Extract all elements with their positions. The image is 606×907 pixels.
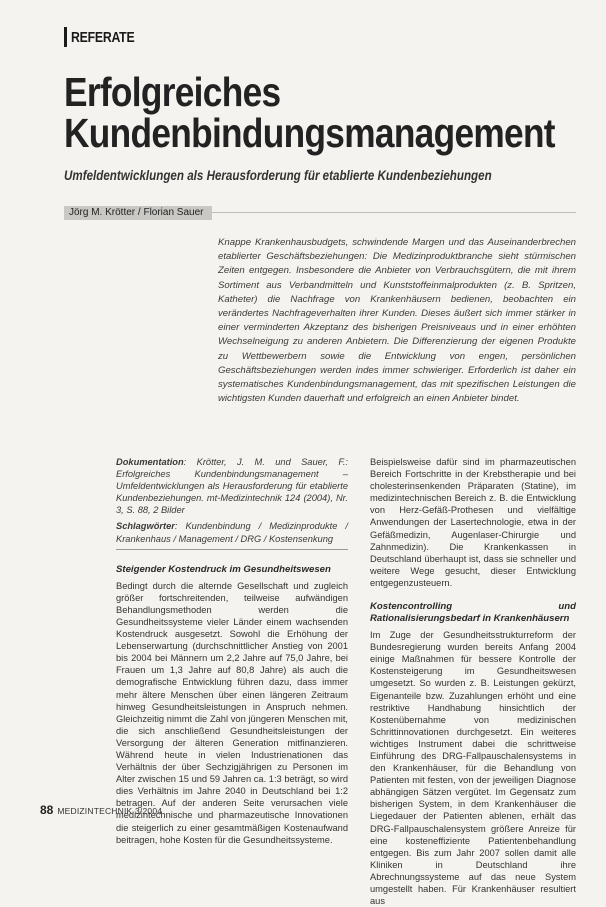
title-line-1: Erfolgreiches [64,69,281,115]
keywords [116,520,348,544]
section-heading-1: Steigender Kostendruck im Gesundheitswesen [116,563,331,575]
section-label: REFERATE [71,28,135,46]
keywords-text: : Kundenbindung / Medizinprodukte / Krankenhaus / Management / DRG / Kostensenkung [116,521,348,544]
right-column [370,456,576,907]
article-subtitle: Umfeldentwicklungen als Herausforderung für etablierte Kundenbeziehungen [64,168,492,183]
body-paragraph-3: Im Zuge der Gesundheitsstrukturreform der Bundesregierung wurden bereits Anfang 2004 einige Maßnahmen für bessere Kontrolle der Kostensteigerung im Gesundheitswesen umgesetzt. So wurden z. B. Leistungen gekürzt, Eigenanteile bzw. Zuzahlungen erhöht und eine restriktive Handhabung hinsichtlich der Kostenübernahme von medizinischen Schrittinnovationen durchgesetzt. Ein weiteres wichtiges Instrument dabei die schrittweise Einführung des DRG-Fallpauschalensystems in den Krankenhäuser, für die Behandlung von Patienten mit festen, von der jeweiligen Diagnose abhängigen Sätzen vergütet. Im Gegensatz zum bisherigen System, in dem Krankenhäuser die Liegedauer der Patienten ablenen, erhält das DRG-Fallpauschalensystem größere Anreize für eine kosteneffiziente Patientenbehandlung entgegen. Bis zum Jahr 2007 sollen damit alle Kliniken in Deutschland ihre Abrechnungssysteme auf das neue System umgestellt haben. Für Krankenhäuser resultiert aus [370,630,576,907]
page-number: 88 [40,803,54,817]
page-footer [40,803,162,817]
spacer [370,589,576,601]
left-column [116,456,348,846]
publication-name: MEDIZINTECHNIK 3/2004 [57,806,163,816]
article-title [64,69,555,156]
section-rule [64,27,67,47]
documentation-reference [116,456,348,516]
section-header [64,27,148,47]
meta-divider [116,549,348,550]
abstract: Knappe Krankenhausbudgets, schwindende Margen und das Auseinanderbrechen etablierter Geschäftsbeziehungen: Die Medizinproduktbranche sieht stürmischen Zeiten entgegen. Insbesondere die Anbieter von Verbrauchsgütern, die mit ihrem Sortiment aus Verbandmitteln und Kunststoffeinmalprodukten (z. B. Spritzen, Katheter) die Nachfrage von Krankenhäusern bedienen, beobachten ein verändertes Nachfrageverhalten ihrer Kunden. Dieses äußert sich immer stärker in einer verminderten Akzeptanz des bisherigen Preisniveaus und in einer erhöhten Wechselneigung zu anderen Anbietern. Die Differenzierung der eigenen Produkte zu Wettbewerbern sowie die Entwicklung von engen, persönlichen Geschäftsbeziehungen werden indes immer schwieriger. Erforderlich ist daher ein systematisches Kundenbindungsmanagement, das mit spezifischen Leistungen die wichtigsten Kunden dauerhaft und erfolgreich an einen Anbieter bindet. [218,237,576,405]
keywords-label: Schlagwörter [116,521,175,532]
authors-bar [64,206,212,220]
authors: Jörg M. Krötter / Florian Sauer [69,207,204,218]
body-paragraph-2: Beispielsweise dafür sind im pharmazeutischen Bereich Fortschritte in der Krebstherapie und bei cholesterinsenkenden Präparaten (Statine), im medizintechnischen Bereich z. B. die Entwicklung von Herz-Gefäß-Prothesen und vielfältige Anwendungen der Lasertechnologie, etwa in der Gefäßmedizin, Augenlaser-Chirurgie und Zahnmedizin). Die Krankenkassen in Deutschland überhaupt ist, dass sie schneller und weitere Wege gesucht, dieser Entwicklung entgegenzusteuern. [370,457,576,588]
documentation-label: Dokumentation [116,457,184,467]
body-paragraph-1: Bedingt durch die alternde Gesellschaft und zugleich größer fortschreitenden, teilweise aufwändigen Behandlungsmethoden werden die Gesundheitssysteme vieler Länder einem wachsenden Kostendruck ausgesetzt. Sowohl die Erhöhung der Lebenserwartung (durchschnittlicher Anstieg von 2001 bis 2004 bei Männern um 2,2 Jahre auf 75,0 Jahre, bei Frauen um 1,3 Jahre auf 80,8 Jahre) als auch die demografische Entwicklung führen dazu, dass immer mehr ältere Menschen über einen längeren Zeitraum hinweg Gesundheitsleistungen in Anspruch nehmen. Gleichzeitig nimmt die Zahl von jüngeren Menschen mit, die sich anschließend Gesundheitsleistungen der Versorgung der älteren Generation mitfinanzieren. Während heute in vielen Industrienationen das Verhältnis der über Sechzigjährigen zu Personen im Alter zwischen 15 und 59 Jahren ca. 1:3 beträgt, so wird dies Verhältnis im Jahre 2040 in Deutschland bei 1:2 betragen. Auf der anderen Seite verursachen viele medizintechnische und pharmazeutische Innovationen die steigerlich zu einer gesamtmäßigen Kostenaufwand beitragen, hohe Kosten für die Gesundheitssysteme. [116,580,348,845]
title-line-2: Kundenbindungsmanagement [64,110,555,156]
section-heading-2: Kostencontrolling und Rationalisierungsbedarf in Krankenhäusern [370,601,576,625]
authors-divider [212,212,576,213]
documentation-text: : Krötter, J. M. und Sauer, F.: Erfolgreiches Kundenbindungsmanagement – Umfeldentwicklungen als Herausforderung für etablierte Kundenbeziehungen. mt-Medizintechnik 124 (2004), Nr. 3, S. 88, 2 Bilder [116,457,348,516]
